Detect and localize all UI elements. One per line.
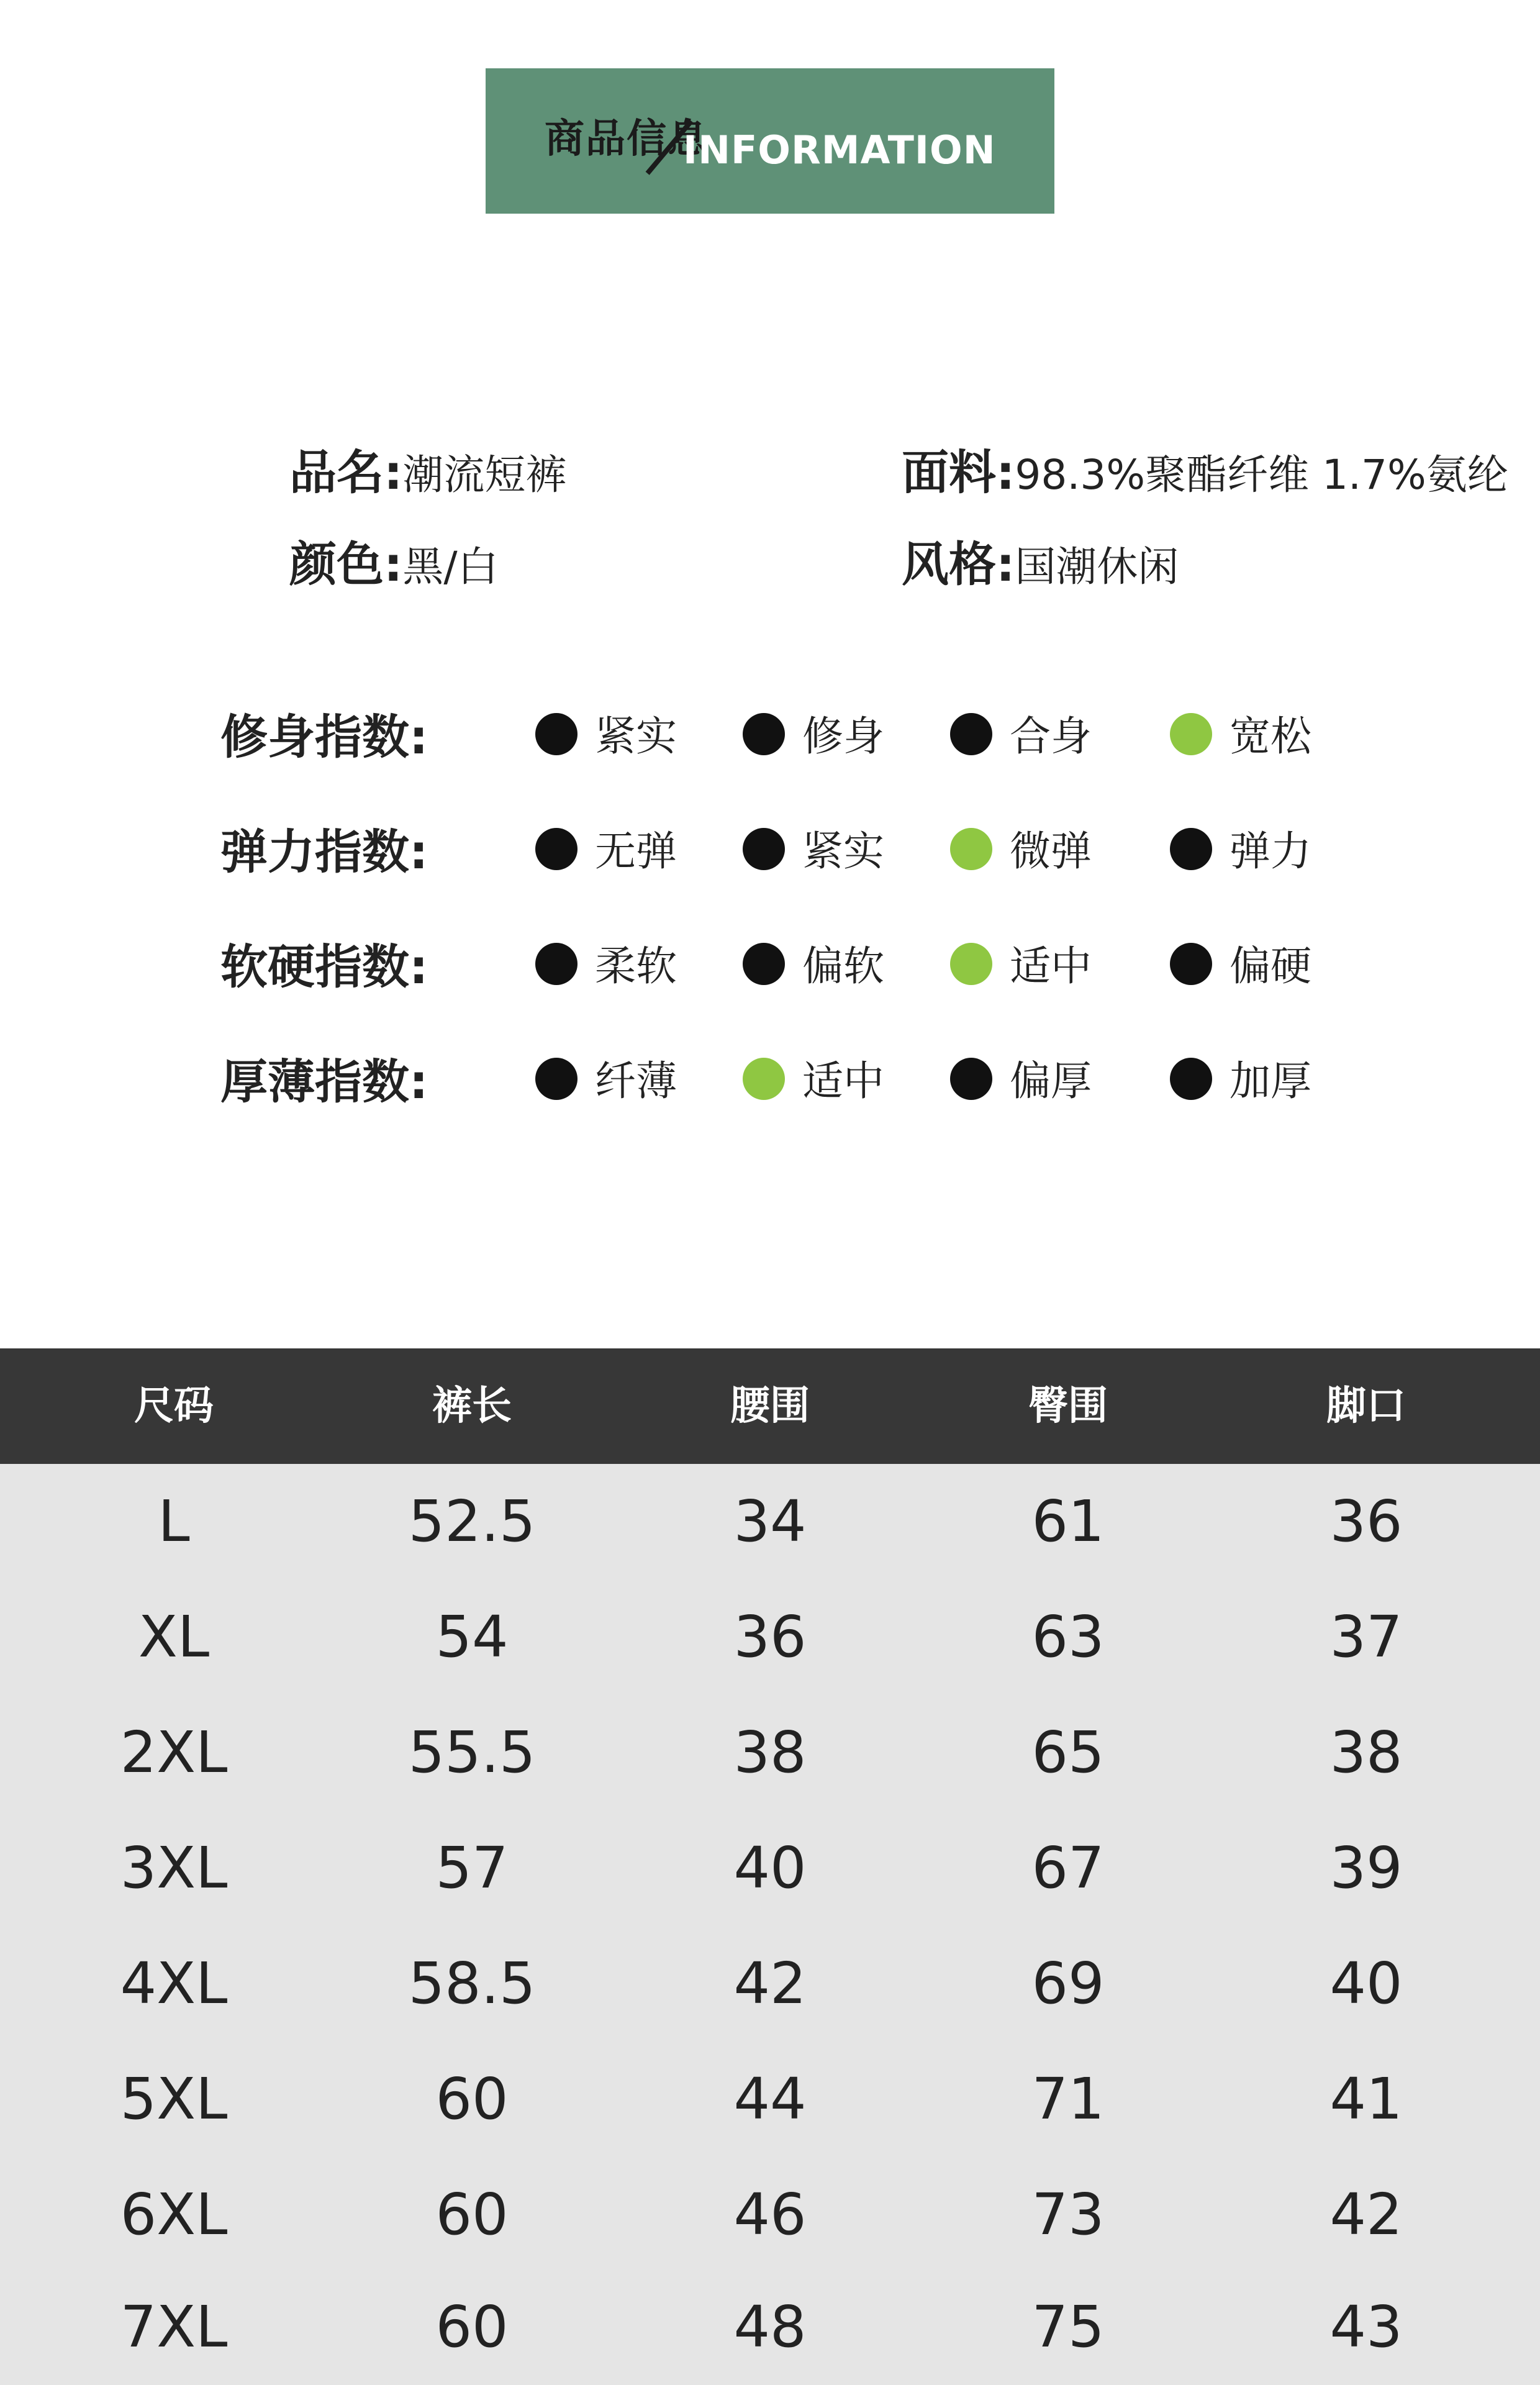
table-cell: 36 xyxy=(733,1604,807,1670)
option-label: 宽松 xyxy=(1230,712,1311,760)
table-cell: 60 xyxy=(435,2181,509,2248)
indicator-dot-icon xyxy=(743,828,785,870)
fabric-label: 面料: xyxy=(902,445,1015,500)
product-name-label: 品名: xyxy=(289,445,403,500)
indicator-dot-icon xyxy=(535,828,578,870)
table-cell: 58.5 xyxy=(408,1950,536,2017)
column-header-length: 裤长 xyxy=(432,1383,512,1429)
table-cell: 38 xyxy=(1329,1719,1403,1786)
table-cell: 3XL xyxy=(120,1835,228,1901)
size-table-header xyxy=(0,1348,1540,1464)
table-cell: 2XL xyxy=(120,1719,228,1786)
column-header-hip: 臀围 xyxy=(1028,1383,1108,1429)
table-cell: 44 xyxy=(733,2066,807,2132)
index-label: 厚薄指数: xyxy=(220,1054,428,1109)
table-cell: 5XL xyxy=(120,2066,228,2132)
option-label: 纤薄 xyxy=(595,1057,677,1105)
indicator-dot-icon xyxy=(743,713,785,755)
indicator-dot-icon xyxy=(950,713,992,755)
table-row xyxy=(0,2269,1540,2385)
table-row xyxy=(0,2042,1540,2157)
table-cell: 69 xyxy=(1031,1950,1105,2017)
table-cell: 6XL xyxy=(120,2181,228,2248)
indicator-dot-icon xyxy=(743,943,785,985)
table-cell: 39 xyxy=(1329,1835,1403,1901)
table-cell: 60 xyxy=(435,2294,509,2360)
fabric-value: 98.3%聚酯纤维 1.7%氨纶 xyxy=(1015,451,1508,499)
table-cell: 67 xyxy=(1031,1835,1105,1901)
style-value: 国潮休闲 xyxy=(1015,543,1179,591)
indicator-dot-icon xyxy=(1170,713,1212,755)
option-label: 弹力 xyxy=(1230,827,1311,875)
column-header-size: 尺码 xyxy=(134,1383,214,1429)
table-cell: 65 xyxy=(1031,1719,1105,1786)
index-row-softness xyxy=(0,918,1540,993)
table-cell: L xyxy=(158,1488,190,1555)
option-label: 偏厚 xyxy=(1010,1057,1092,1105)
indicator-dot-icon xyxy=(950,943,992,985)
table-cell: 7XL xyxy=(120,2294,228,2360)
color-field xyxy=(289,527,499,594)
index-row-fit xyxy=(0,688,1540,763)
table-cell: 57 xyxy=(435,1835,509,1901)
banner-title-en: INFORMATION xyxy=(683,127,996,173)
info-banner xyxy=(486,68,1054,214)
table-cell: XL xyxy=(138,1604,210,1670)
table-cell: 46 xyxy=(733,2181,807,2248)
table-cell: 42 xyxy=(733,1950,807,2017)
option-label: 偏软 xyxy=(802,942,884,990)
table-row xyxy=(0,1695,1540,1810)
table-cell: 42 xyxy=(1329,2181,1403,2248)
option-label: 加厚 xyxy=(1230,1057,1311,1105)
color-label: 颜色: xyxy=(289,537,403,592)
index-label: 弹力指数: xyxy=(220,824,428,879)
table-cell: 40 xyxy=(733,1835,807,1901)
product-name-field xyxy=(289,435,566,502)
index-label: 修身指数: xyxy=(220,709,428,765)
table-cell: 55.5 xyxy=(408,1719,536,1786)
table-cell: 4XL xyxy=(120,1950,228,2017)
table-cell: 63 xyxy=(1031,1604,1105,1670)
table-cell: 41 xyxy=(1329,2066,1403,2132)
table-cell: 73 xyxy=(1031,2181,1105,2248)
option-label: 合身 xyxy=(1010,712,1092,760)
table-row xyxy=(0,1810,1540,1926)
banner-title-cn: 商品信息 xyxy=(545,116,709,162)
indicator-dot-icon xyxy=(950,828,992,870)
indicator-dot-icon xyxy=(1170,828,1212,870)
option-label: 偏硬 xyxy=(1230,942,1311,990)
indicator-dot-icon xyxy=(1170,943,1212,985)
fabric-field xyxy=(902,435,1508,502)
option-label: 无弹 xyxy=(595,827,677,875)
option-label: 适中 xyxy=(802,1057,884,1105)
table-cell: 60 xyxy=(435,2066,509,2132)
table-cell: 38 xyxy=(733,1719,807,1786)
table-cell: 40 xyxy=(1329,1950,1403,2017)
option-label: 紧实 xyxy=(595,712,677,760)
option-label: 适中 xyxy=(1010,942,1092,990)
option-label: 修身 xyxy=(802,712,884,760)
table-cell: 71 xyxy=(1031,2066,1105,2132)
indicator-dot-icon xyxy=(535,713,578,755)
indicator-dot-icon xyxy=(535,943,578,985)
table-cell: 43 xyxy=(1329,2294,1403,2360)
size-table-body xyxy=(0,1464,1540,2385)
indicator-dot-icon xyxy=(1170,1058,1212,1100)
table-cell: 61 xyxy=(1031,1488,1105,1555)
table-cell: 37 xyxy=(1329,1604,1403,1670)
table-cell: 48 xyxy=(733,2294,807,2360)
style-label: 风格: xyxy=(902,537,1015,592)
table-cell: 34 xyxy=(733,1488,807,1555)
table-row xyxy=(0,1579,1540,1695)
table-row xyxy=(0,1464,1540,1579)
option-label: 柔软 xyxy=(595,942,677,990)
table-row xyxy=(0,2157,1540,2273)
color-value: 黑/白 xyxy=(402,543,499,591)
index-label: 软硬指数: xyxy=(220,939,428,994)
option-label: 微弹 xyxy=(1010,827,1092,875)
indicator-dot-icon xyxy=(535,1058,578,1100)
table-row xyxy=(0,1926,1540,2042)
column-header-hem: 脚口 xyxy=(1326,1383,1406,1429)
column-header-waist: 腰围 xyxy=(730,1383,810,1429)
index-row-thickness xyxy=(0,1033,1540,1107)
table-cell: 54 xyxy=(435,1604,509,1670)
table-cell: 52.5 xyxy=(408,1488,536,1555)
style-field xyxy=(902,527,1179,594)
indicator-dot-icon xyxy=(743,1058,785,1100)
table-cell: 36 xyxy=(1329,1488,1403,1555)
option-label: 紧实 xyxy=(802,827,884,875)
product-name-value: 潮流短裤 xyxy=(402,451,567,499)
table-cell: 75 xyxy=(1031,2294,1105,2360)
indicator-dot-icon xyxy=(950,1058,992,1100)
index-row-elasticity xyxy=(0,803,1540,878)
